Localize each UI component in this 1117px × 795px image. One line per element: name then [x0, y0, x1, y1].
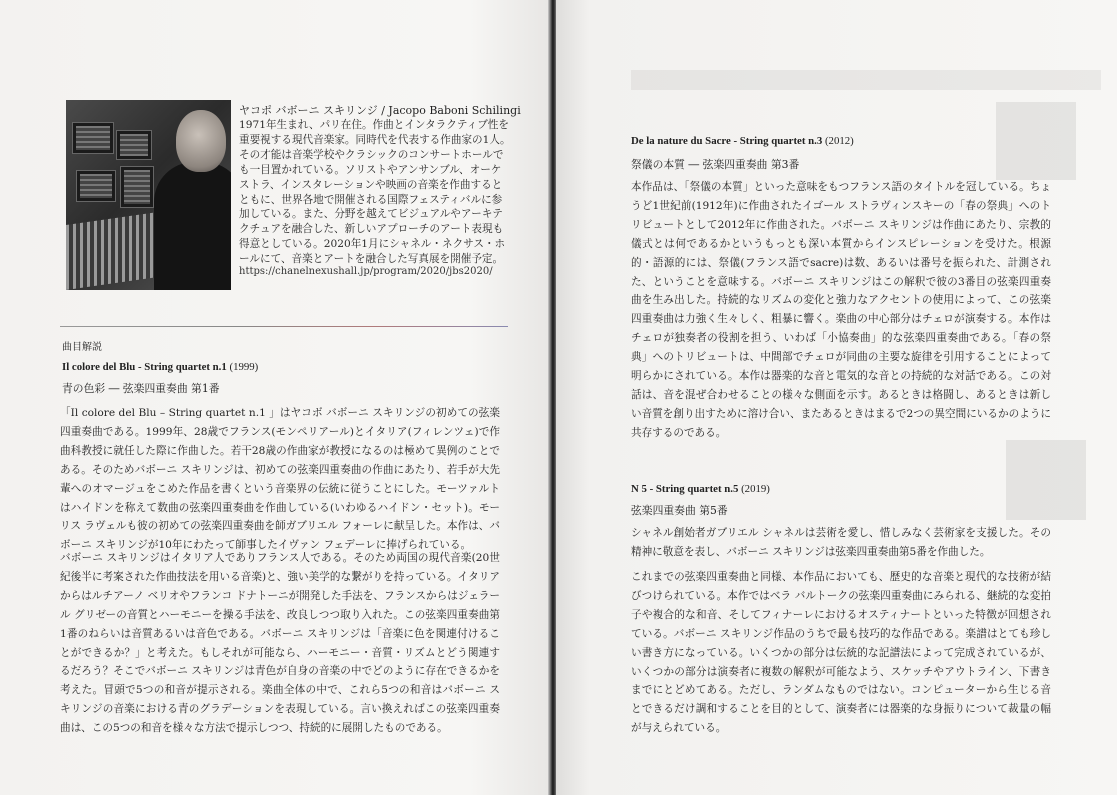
right-page: [556, 0, 1117, 795]
section-label: 曲目解説: [62, 342, 102, 353]
work1-title-text: Il colore del Blu - String quartet n.1: [62, 361, 227, 373]
bio-text: 1971年生まれ、パリ在住。作曲とインタラクティブ性を重要視する現代音楽家。同時代を代表する作曲家の1人。その才能は音楽学校やクラシックのコンサートホールでも一目置かれている。ソリストやアンサンブル、オーケストラ、インスタレーションや映画の音楽を作曲するとともに、世界各地で開催される国際フェスティバルに参加している。また、分野を越えてビジュアルやアーキテクチュアを融合した、新しいアプローチのアート表現も得意としている。2020年1月にシャネル・ネクサス・ホールにて、音楽とアートを融合した写真展を開催予定。: [239, 119, 511, 266]
work3-paragraph: 本作品は、「祭儀の本質」といった意味をもつフランス語のタイトルを冠している。ちょうど1世紀前(1912年)に作曲されたイゴール ストラヴィンスキーの「春の祭典」へのトリビュートとして2012年に作曲された。バボーニ スキリンジは作曲にあたり、宗教的儀式とは何であるかというもっとも深い本質からインスピレーションを受けた。根源的・語源的には、祭儀(フランス語でsacre)は数、あるいは番号を振られた、計測された、ということを意味する。バボーニ スキリンジはこの解釈で彼の3番目の弦楽四重奏曲を生み出した。持続的なリズムの変化と強力なアクセントの使用によって、この弦楽四重奏曲は力強く生々しく、粗暴に響く。楽曲の中心部分はチェロが演奏する。本作はチェロが独奏者の役割を担う、いわば「小協奏曲」的な弦楽四重奏曲である。「春の祭典」へのトリビュートは、中間部でチェロが同曲の主要な旋律を引用することによって明らかにされている。本作は器楽的な音と電気的な音との持続的な対話である。この対話は、音を混ぜ合わせることの様々な側面を示す。あるときは格闘し、あるときは新しい音質を創り出すために溶け合い、またあるときはまるで2つの異空間にいるかのように共存するのである。: [631, 181, 1051, 439]
work1-title: [62, 361, 258, 373]
work3-title-text: De la nature du Sacre - String quartet n.3: [631, 135, 823, 147]
bleed-through-photo: [1006, 440, 1086, 520]
work5-paragraph-2: これまでの弦楽四重奏曲と同様、本作品においても、歴史的な音楽と現代的な技術が結びつけられている。本作ではベラ バルトークの弦楽四重奏曲にみられる、継続的な変拍子や複合的な和音、そしてフィナーレにおけるオスティナートといった特徴が回想されている。バボーニ スキリンジ作品のうちで最も技巧的な作品である。楽譜はとても珍しい書き方になっている。いくつかの部分は伝統的な記譜法によって完成されているが、いくつかの部分は演奏者に複数の解釈が可能なよう、スケッチやアウトライン、下書きまでにとどめてある。ただし、ランダムなものではない。コンピューターから生じる音とできるだけ調和することを目的として、演奏者には器楽的な身振りについて裁量の幅が与えられている。: [631, 571, 1051, 735]
work1-year: (1999): [229, 361, 259, 373]
work3-subtitle: 祭儀の本質 ― 弦楽四重奏曲 第3番: [631, 158, 800, 171]
bio-url: https://chanelnexushall.jp/program/2020/jbs2020/: [239, 266, 493, 277]
bleed-through-photo: [996, 102, 1076, 180]
studio-monitor: [120, 166, 154, 208]
work5-subtitle: 弦楽四重奏曲 第5番: [631, 504, 728, 517]
work1-paragraph-1: 「Il colore del Blu – String quartet n.1 」はヤコボ バボーニ スキリンジの初めての弦楽四重奏曲である。1999年、28歳でフランス(モンペリアール)とイタリア(フィレンツェ)で作曲科教授に就任した際に作曲した。若干28歳の作曲家が教授になるのは極めて異例のことである。そのためバボーニ スキリンジは、初めての弦楽四重奏曲の作曲にあたり、若手が大先輩へのオマージュをこめた作品を書くという音楽界の伝統に従うことにした。モーツァルトはハイドンを称えて数曲の弦楽四重奏曲を作曲している(いわゆるハイドン・セット)。モーリス ラヴェルも彼の初めての弦楽四重奏曲を師ガブリエル フォーレに献呈した。本作は、バボーニ スキリンジが10年にわたって師事したイヴァン フェデーレに捧げられている。: [60, 407, 500, 552]
studio-monitor: [72, 122, 114, 154]
studio-monitor: [116, 130, 152, 160]
studio-monitor: [76, 170, 116, 202]
bio-name: ヤコポ バボーニ スキリンジ / Jacopo Baboni Schilingi: [239, 104, 521, 117]
bleed-through-bar: [631, 70, 1101, 90]
work5-title: [631, 483, 770, 495]
work3-title: [631, 135, 854, 147]
composer-photo: [66, 100, 231, 290]
left-page: [0, 0, 552, 795]
work3-year: (2012): [824, 135, 854, 147]
work5-title-text: N 5 - String quartet n.5: [631, 483, 739, 495]
section-divider: [60, 326, 508, 327]
composer-head: [176, 110, 226, 172]
work1-paragraph-2: バボーニ スキリンジはイタリア人でありフランス人である。そのため両国の現代音楽(20世紀後半に考案された作曲技法を用いる音楽)と、強い美学的な繋がりを持っている。イタリアからはルチアーノ ベリオやフランコ ドナトーニが開発した手法を、フランスからはジェラール グリゼーの音質とハーモニーを操る手法を、改良しつつ取り入れた。この弦楽四重奏曲第1番のねらいは音質あるいは音色である。バボーニ スキリンジは「音楽に色を関連付けることができるか？」と考えた。もしそれが可能なら、ハーモニー・音質・リズムとどう関連するだろう？そこでバボーニ スキリンジは青色が自身の音楽の中でどのように存在できるかを考えた。冒頭で5つの和音が提示される。楽曲全体の中で、これら5つの和音はバボーニ スキリンジの音楽における青のグラデーションを表現している。言い換えればこの弦楽四重奏曲は、この5つの和音を様々な方法で提示しつつ、持続的に展開したものである。: [60, 552, 500, 735]
composer-figure: [154, 162, 231, 290]
work5-year: (2019): [741, 483, 770, 495]
work5-paragraph-1: シャネル創始者ガブリエル シャネルは芸術を愛し、惜しみなく芸術家を支援した。その精神に敬意を表し、バボーニ スキリンジは弦楽四重奏曲第5番を作曲した。: [631, 527, 1051, 558]
work1-subtitle: 青の色彩 ― 弦楽四重奏曲 第1番: [62, 382, 220, 395]
